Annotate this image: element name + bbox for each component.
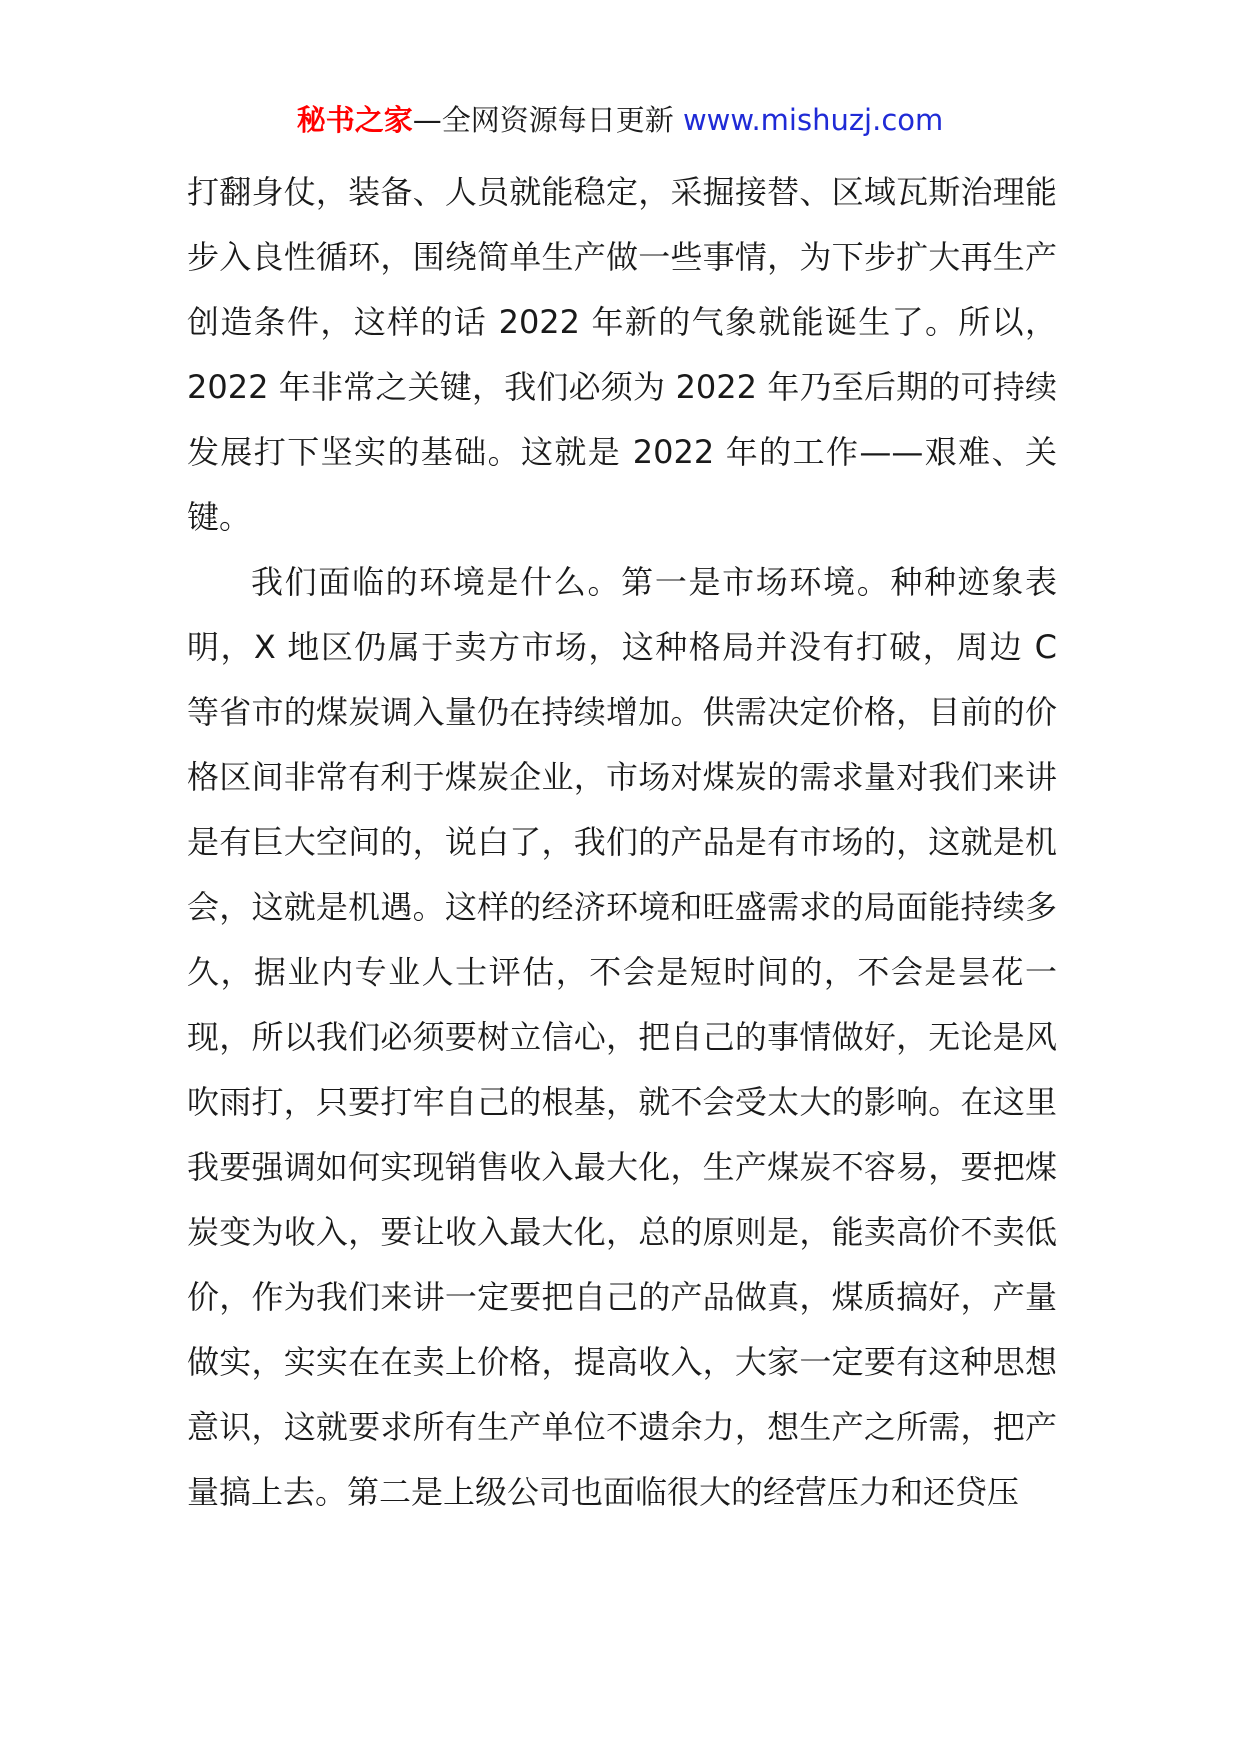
paragraph-environment: 我们面临的环境是什么。第一是市场环境。种种迹象表明，X 地区仍属于卖方市场，这种格局并没有打破，周边 C 等省市的煤炭调入量仍在持续增加。供需决定价格，目前的价格区间非常有利于煤炭企业，市场对煤炭的需求量对我们来讲是有巨大空间的，说白了，我们的产品是有市场的，这就是机会，这就是机遇。这样的经济环境和旺盛需求的局面能持续多久，据业内专业人士评估，不会是短时间的，不会是昙花一现，所以我们必须要树立信心，把自己的事情做好，无论是风吹雨打，只要打牢自己的根基，就不会受太大的影响。在这里我要强调如何实现销售收入最大化，生产煤炭不容易，要把煤炭变为收入，要让收入最大化，总的原则是，能卖高价不卖低价，作为我们来讲一定要把自己的产品做真，煤质搞好，产量做实，实实在在卖上价格，提高收入，大家一定要有这种思想意识，这就要求所有生产单位不遗余力，想生产之所需，把产量搞上去。第二是上级公司也面临很大的经营压力和还贷压: [187, 563, 1057, 1511]
header-tagline: —全网资源每日更新: [412, 103, 674, 137]
brand-name: 秘书之家: [296, 103, 413, 137]
page-header: [0, 100, 1240, 140]
paragraph-continued: 打翻身仗，装备、人员就能稳定，采掘接替、区域瓦斯治理能步入良性循环，围绕简单生产做一些事情，为下步扩大再生产创造条件，这样的话 2022 年新的气象就能诞生了。所以，2022 年非常之关键，我们必须为 2022 年乃至后期的可持续发展打下坚实的基础。这就是 2022 年的工作——艰难、关键。: [187, 173, 1057, 536]
document-body: [187, 160, 1057, 1525]
site-url[interactable]: www.mishuzj.com: [682, 103, 944, 137]
